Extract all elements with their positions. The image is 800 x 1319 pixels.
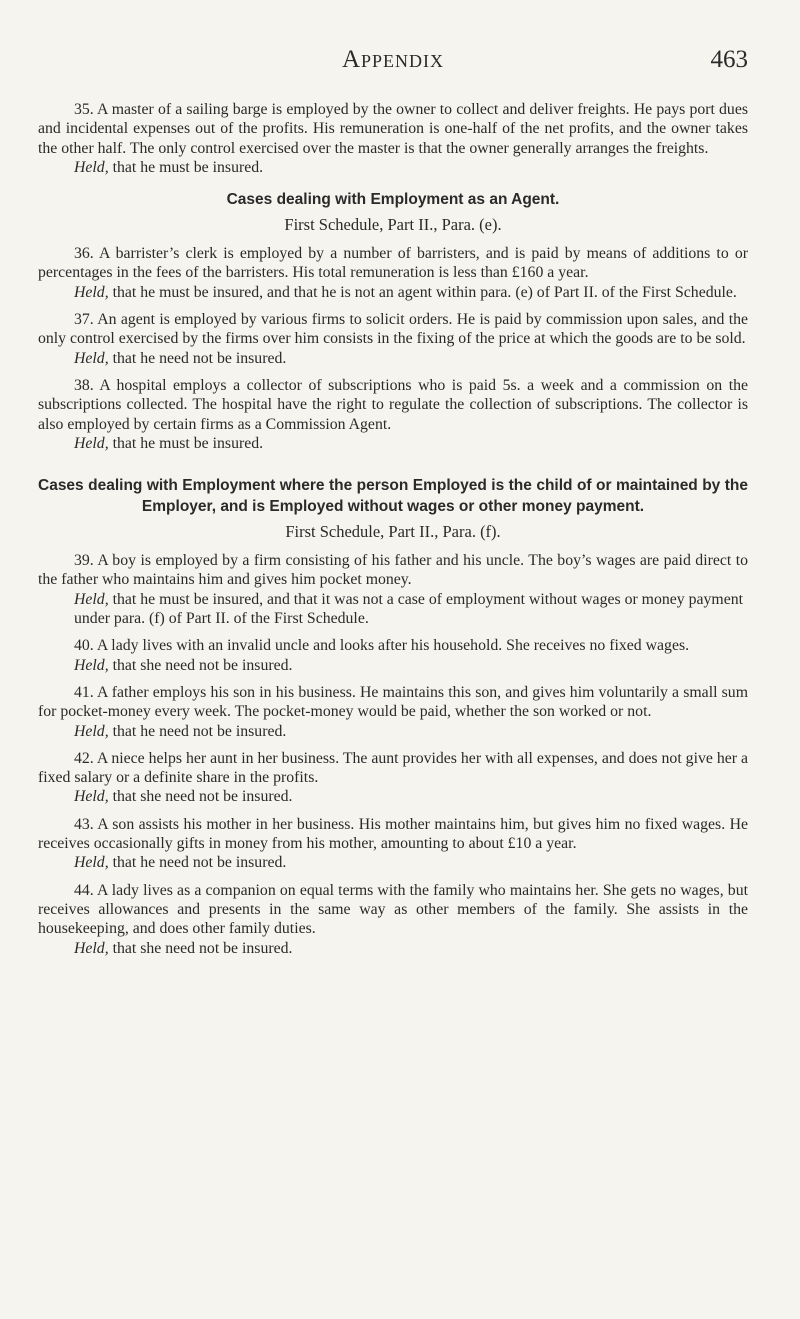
case-holding (74, 434, 748, 453)
page-number: 463 (710, 46, 748, 73)
case-text: 36. A barrister’s clerk is employed by a number of barristers, and is paid by means of additions to or percentages in the fees of the barristers. His total remuneration is less than £160 a year. (38, 245, 748, 282)
section-reference: First Schedule, Part II., Para. (e). (284, 215, 502, 235)
held-text: that he must be insured, and that he is not an agent within para. (e) of Part II. of the First Schedule. (108, 283, 737, 301)
held-text: that she need not be insured. (108, 788, 293, 806)
section-child-maintained (38, 475, 748, 958)
case-text: 35. A master of a sailing barge is employed by the owner to collect and deliver freights. He pays port dues and incidental expenses out of the profits. His remuneration is one-half of the net profits, and the owner takes the other half. The only control exercised over the master is that the owner generally arranges the freights. (38, 101, 748, 157)
held-text: that she need not be insured. (108, 939, 293, 957)
case-holding (74, 349, 748, 368)
case-holding (74, 283, 748, 302)
held-text: that he must be insured, and that it was not a case of employment without wages or money payment under para. (f) of Part II. of the First Schedule. (74, 590, 744, 628)
held-text: that she need not be insured. (108, 656, 293, 674)
case-text: 42. A niece helps her aunt in her business. The aunt provides her with all expenses, and does not give her a fixed salary or a definite share in the profits. (38, 749, 748, 787)
case-40 (38, 636, 748, 675)
held-word: Held, (74, 158, 109, 176)
held-word: Held, (74, 349, 109, 367)
case-text: 40. A lady lives with an invalid uncle and looks after his household. She receives no fixed wages. (74, 637, 690, 655)
case-44 (38, 881, 748, 958)
held-text: that he must be insured. (108, 158, 264, 176)
case-holding (74, 590, 748, 629)
held-word: Held, (74, 722, 109, 740)
case-41 (38, 683, 748, 741)
held-word: Held, (74, 939, 109, 957)
case-37 (38, 310, 748, 368)
section-reference: First Schedule, Part II., Para. (f). (285, 522, 501, 542)
held-word: Held, (74, 854, 109, 872)
case-35 (38, 100, 748, 177)
case-text: 39. A boy is employed by a firm consisting of his father and his uncle. The boy’s wages are paid direct to the father who maintains him and gives him pocket money. (38, 552, 748, 589)
case-text: 43. A son assists his mother in her business. His mother maintains him, but gives him no fixed wages. He receives occasionally gifts in money from his mother, amounting to about £10 a year. (38, 815, 748, 853)
case-39 (38, 551, 748, 628)
held-text: that he need not be insured. (108, 854, 287, 872)
held-text: that he need not be insured. (108, 349, 287, 367)
section-agent (38, 189, 748, 453)
held-word: Held, (74, 656, 109, 674)
held-word: Held, (74, 434, 109, 452)
case-text: 41. A father employs his son in his business. He maintains this son, and gives him voluntarily a small sum for pocket-money every week. The pocket-money would be paid, whether the son worked or not. (38, 683, 748, 721)
case-holding (74, 853, 748, 872)
section-heading: Cases dealing with Employment where the person Employed is the child of or maintained by the Employer, and is Employed without wages or other money payment. (38, 477, 748, 516)
case-holding (74, 787, 748, 806)
case-holding (74, 158, 748, 177)
held-text: that he need not be insured. (108, 722, 287, 740)
section-heading: Cases dealing with Employment as an Agent. (226, 191, 560, 209)
case-36 (38, 244, 748, 302)
case-text: 37. An agent is employed by various firms to solicit orders. He is paid by commission upon sales, and the only control exercised by the firms over him consists in the fixing of the price at which the goods are to be sold. (38, 311, 748, 348)
running-head-title: Appendix (341, 46, 445, 73)
case-38 (38, 376, 748, 453)
held-word: Held, (74, 283, 109, 301)
held-word: Held, (74, 590, 109, 608)
case-text: 44. A lady lives as a companion on equal terms with the family who maintains her. She gets no wages, but receives allowances and presents in the same way as other members of the family. She assists in the housekeeping, and does other family duties. (38, 881, 748, 938)
case-holding (74, 722, 748, 741)
running-head (38, 0, 748, 100)
case-holding (74, 939, 748, 958)
case-text: 38. A hospital employs a collector of subscriptions who is paid 5s. a week and a commission on the subscriptions collected. The hospital have the right to regulate the collection of subscriptions. The collector is also employed by certain firms as a Commission Agent. (38, 376, 748, 433)
held-word: Held, (74, 788, 109, 806)
case-42 (38, 749, 748, 807)
case-holding (74, 656, 748, 675)
case-43 (38, 815, 748, 873)
held-text: that he must be insured. (108, 434, 264, 452)
